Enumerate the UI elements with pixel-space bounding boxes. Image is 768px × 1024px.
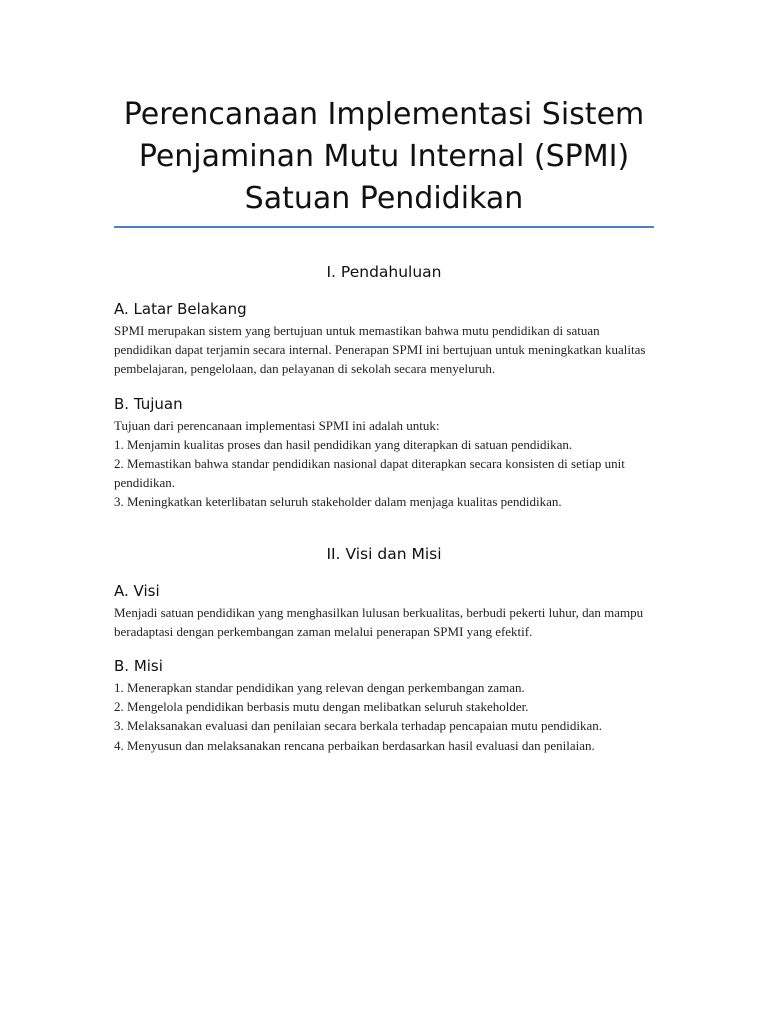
subsection-heading: A. Latar Belakang [114, 300, 247, 318]
title-line-1: Perencanaan Implementasi Sistem [123, 97, 645, 132]
list-item: 1. Menjamin kualitas proses dan hasil pendidikan yang diterapkan di satuan pendidikan. [114, 436, 573, 452]
subsection-heading: A. Visi [114, 581, 160, 600]
list-item: 3. Meningkatkan keterlibatan seluruh stakeholder dalam menjaga kualitas pendidikan. [114, 494, 562, 510]
list-item: 1. Menerapkan standar pendidikan yang relevan dengan perkembangan zaman. [114, 680, 525, 696]
title-line-2: Penjaminan Mutu Internal (SPMI) [138, 139, 630, 174]
subsection-tujuan [114, 393, 654, 512]
tujuan-list [114, 435, 654, 512]
title-divider [114, 226, 654, 228]
subsection-misi [114, 655, 654, 755]
section-visi-misi [114, 542, 654, 755]
list-item: 2. Mengelola pendidikan berbasis mutu dengan melibatkan seluruh stakeholder. [114, 699, 529, 715]
document-body [114, 260, 654, 755]
subsection-heading: B. Tujuan [114, 394, 183, 413]
paragraph: SPMI merupakan sistem yang bertujuan untuk memastikan bahwa mutu pendidikan di satuan pendidikan dapat terjamin secara internal. Penerapan SPMI ini bertujuan untuk meningkatkan kualitas pembelajaran, pengelolaan, dan pelayanan di sekolah secara menyeluruh. [114, 323, 646, 377]
list-item: 3. Melaksanakan evaluasi dan penilaian secara berkala terhadap pencapaian mutu pendidikan. [114, 718, 603, 734]
misi-list [114, 678, 654, 755]
section-heading: II. Visi dan Misi [326, 544, 442, 563]
paragraph: Menjadi satuan pendidikan yang menghasilkan lulusan berkualitas, berbudi pekerti luhur, dan mampu beradaptasi dengan perkembangan zaman melalui penerapan SPMI yang efektif. [114, 604, 644, 639]
title-line-3: Satuan Pendidikan [244, 181, 524, 216]
paragraph-intro: Tujuan dari perencanaan implementasi SPMI ini adalah untuk: [114, 417, 440, 433]
subsection-visi [114, 580, 654, 641]
section-heading: I. Pendahuluan [326, 263, 442, 281]
document-title [114, 94, 654, 220]
section-pendahuluan [114, 260, 654, 512]
list-item: 2. Memastikan bahwa standar pendidikan nasional dapat diterapkan secara konsisten di setiap unit pendidikan. [114, 456, 625, 491]
subsection-latar-belakang [114, 298, 654, 379]
list-item: 4. Menyusun dan melaksanakan rencana perbaikan berdasarkan hasil evaluasi dan penilaian. [114, 737, 595, 753]
subsection-heading: B. Misi [114, 657, 163, 676]
